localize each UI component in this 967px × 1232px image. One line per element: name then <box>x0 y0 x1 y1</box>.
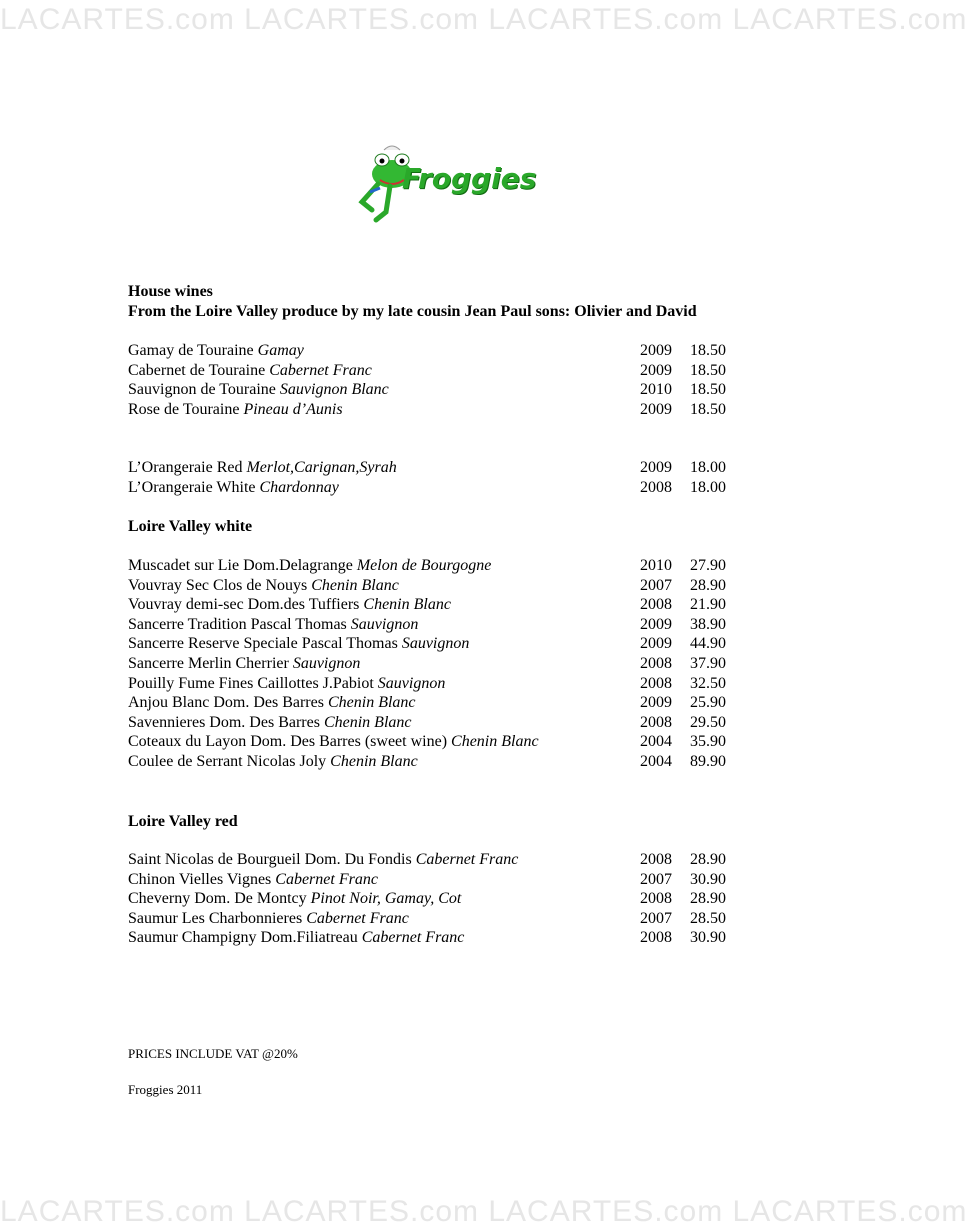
wine-name <box>128 556 491 576</box>
wine-row <box>128 654 738 674</box>
wine-grape: Cabernet Franc <box>415 851 519 868</box>
wine-label: Muscadet sur Lie Dom.Delagrange <box>128 557 357 574</box>
wine-row <box>128 870 738 890</box>
wine-row <box>128 889 738 909</box>
wine-label: Sancerre Reserve Speciale Pascal Thomas <box>128 635 402 653</box>
wine-grape: Pineau d’Aunis <box>243 400 343 418</box>
wine-row <box>128 576 738 596</box>
house-wines-list-2 <box>128 458 738 497</box>
wine-year: 2009 <box>640 694 672 712</box>
wine-label: Saumur Champigny Dom.Filiatreau <box>128 929 362 947</box>
wine-price: 28.90 <box>690 576 726 594</box>
wine-year: 2008 <box>640 890 672 908</box>
wine-price: 30.90 <box>690 929 726 947</box>
wine-year: 2008 <box>640 596 672 614</box>
wine-name <box>128 400 343 420</box>
wine-label: Vouvray demi-sec Dom.des Tuffiers <box>128 596 364 614</box>
wine-year: 2008 <box>640 674 672 692</box>
wine-year: 2007 <box>640 870 672 888</box>
wine-price: 38.90 <box>690 615 726 633</box>
wine-year: 2009 <box>640 635 672 653</box>
watermark-top: LACARTES.com LACARTES.com LACARTES.com LACARTES.com <box>0 3 967 36</box>
wine-row <box>128 752 738 772</box>
wine-grape: Cabernet Franc <box>275 870 378 888</box>
wine-name <box>128 576 399 596</box>
wine-name <box>128 380 389 400</box>
wine-price: 18.50 <box>690 361 726 379</box>
wine-price: 18.00 <box>690 459 726 476</box>
wine-year: 2008 <box>640 478 672 496</box>
loire-red-list <box>128 850 738 948</box>
loire-red-title: Loire Valley red <box>128 813 238 830</box>
house-wines-list <box>128 341 738 419</box>
wine-name <box>128 752 418 772</box>
wine-label: Sancerre Merlin Cherrier <box>128 654 293 672</box>
wine-row <box>128 458 738 478</box>
wine-price: 28.50 <box>690 909 726 927</box>
wine-price: 44.90 <box>690 635 726 653</box>
wine-label: Sancerre Tradition Pascal Thomas <box>128 615 351 633</box>
wine-grape: Cabernet Franc <box>306 909 409 927</box>
wine-price: 18.50 <box>690 400 726 418</box>
wine-year: 2008 <box>640 654 672 672</box>
logo-text: Froggies <box>402 162 537 195</box>
wine-label: Cheverny Dom. De Montcy <box>128 890 311 908</box>
wine-grape: Melon de Bourgogne <box>356 557 492 574</box>
wine-price: 18.50 <box>690 342 726 359</box>
wine-row <box>128 380 738 400</box>
wine-price: 18.50 <box>690 381 726 399</box>
wine-grape: Cabernet Franc <box>361 929 465 947</box>
wine-year: 2009 <box>640 615 672 633</box>
wine-row <box>128 713 738 733</box>
wine-name <box>128 713 412 733</box>
wine-name <box>128 615 418 635</box>
wine-name <box>128 732 539 752</box>
wine-label: Cabernet de Touraine <box>128 361 270 379</box>
wine-row <box>128 478 738 498</box>
wine-name <box>128 850 518 870</box>
wine-name <box>128 634 469 654</box>
wine-year: 2008 <box>640 929 672 947</box>
wine-label: Saumur Les Charbonnieres <box>128 909 307 927</box>
wine-name <box>128 654 360 674</box>
wine-year: 2008 <box>640 713 672 731</box>
wine-label: Saint Nicolas de Bourgueil Dom. Du Fondis <box>128 851 416 868</box>
wine-row <box>128 634 738 654</box>
wine-name <box>128 870 378 890</box>
wine-label: Coteaux du Layon Dom. Des Barres (sweet wine) <box>128 733 452 751</box>
wine-name <box>128 361 372 381</box>
house-wines-title: House wines <box>128 283 213 300</box>
wine-price: 35.90 <box>690 733 726 751</box>
wine-label: Rose de Touraine <box>128 400 244 418</box>
wine-price: 37.90 <box>690 654 726 672</box>
wine-price: 21.90 <box>690 596 726 614</box>
wine-year: 2010 <box>640 557 672 574</box>
wine-name <box>128 458 397 478</box>
wine-grape: Chenin Blanc <box>327 694 416 712</box>
wine-row <box>128 556 738 576</box>
wine-label: Anjou Blanc Dom. Des Barres <box>128 694 328 712</box>
wine-label: Vouvray Sec Clos de Nouys <box>128 576 312 594</box>
wine-row <box>128 693 738 713</box>
wine-year: 2004 <box>640 733 672 751</box>
wine-row <box>128 400 738 420</box>
wine-label: Sauvignon de Touraine <box>128 381 280 399</box>
wine-row <box>128 850 738 870</box>
wine-year: 2009 <box>640 459 672 476</box>
wine-row <box>128 928 738 948</box>
wine-grape: Sauvignon <box>401 635 470 653</box>
loire-white-title: Loire Valley white <box>128 518 253 535</box>
wine-grape: Sauvignon <box>350 615 419 633</box>
wine-name <box>128 889 461 909</box>
wine-name <box>128 674 445 694</box>
wine-grape: Chenin Blanc <box>311 576 399 594</box>
wine-grape: Cabernet Franc <box>269 361 372 379</box>
wine-label: Coulee de Serrant Nicolas Joly <box>128 752 331 770</box>
wine-row <box>128 674 738 694</box>
watermark-bottom: LACARTES.com LACARTES.com LACARTES.com LACARTES.com <box>0 1195 967 1228</box>
wine-price: 25.90 <box>690 694 726 712</box>
wine-year: 2009 <box>640 400 672 418</box>
wine-year: 2008 <box>640 851 672 868</box>
wine-name <box>128 341 304 361</box>
wine-name <box>128 928 464 948</box>
wine-year: 2009 <box>640 361 672 379</box>
wine-name <box>128 595 451 615</box>
wine-grape: Chardonnay <box>259 478 339 496</box>
wine-row <box>128 341 738 361</box>
wine-row <box>128 615 738 635</box>
wine-price: 30.90 <box>690 870 726 888</box>
wine-year: 2007 <box>640 909 672 927</box>
copyright: Froggies 2011 <box>128 1082 203 1097</box>
wine-grape: Sauvignon <box>292 654 361 672</box>
wine-year: 2007 <box>640 576 672 594</box>
wine-grape: Sauvignon Blanc <box>279 381 389 399</box>
wine-grape: Merlot,Carignan,Syrah <box>246 459 397 476</box>
wine-name <box>128 478 339 498</box>
house-wines-subtitle: From the Loire Valley produce by my late cousin Jean Paul sons: Olivier and David <box>128 303 697 320</box>
wine-label: L’Orangeraie White <box>128 478 260 496</box>
froggies-logo <box>350 140 537 225</box>
wine-label: Chinon Vielles Vignes <box>128 870 276 888</box>
wine-price: 28.90 <box>690 851 726 868</box>
wine-price: 28.90 <box>690 890 726 908</box>
wine-grape: Pinot Noir, Gamay, Cot <box>310 890 462 908</box>
vat-note: PRICES INCLUDE VAT @20% <box>128 1046 298 1061</box>
wine-label: Pouilly Fume Fines Caillottes J.Pabiot <box>128 674 378 692</box>
wine-name <box>128 909 409 929</box>
wine-year: 2004 <box>640 752 672 770</box>
wine-grape: Sauvignon <box>377 674 446 692</box>
wine-price: 29.50 <box>690 713 726 731</box>
wine-price: 18.00 <box>690 478 726 496</box>
wine-label: L’Orangeraie Red <box>128 459 247 476</box>
wine-row <box>128 909 738 929</box>
wine-row <box>128 732 738 752</box>
wine-price: 27.90 <box>690 557 726 574</box>
wine-grape: Chenin Blanc <box>323 713 412 731</box>
wine-price: 89.90 <box>690 752 726 770</box>
wine-row <box>128 361 738 381</box>
wine-grape: Chenin Blanc <box>451 733 539 751</box>
wine-grape: Chenin Blanc <box>363 596 451 614</box>
wine-price: 32.50 <box>690 674 726 692</box>
wine-grape: Chenin Blanc <box>330 752 418 770</box>
wine-grape: Gamay <box>257 342 304 359</box>
wine-label: Savennieres Dom. Des Barres <box>128 713 324 731</box>
wine-year: 2009 <box>640 342 672 359</box>
wine-row <box>128 595 738 615</box>
wine-name <box>128 693 416 713</box>
wine-year: 2010 <box>640 381 672 399</box>
loire-white-list <box>128 556 738 772</box>
wine-label: Gamay de Touraine <box>128 342 258 359</box>
